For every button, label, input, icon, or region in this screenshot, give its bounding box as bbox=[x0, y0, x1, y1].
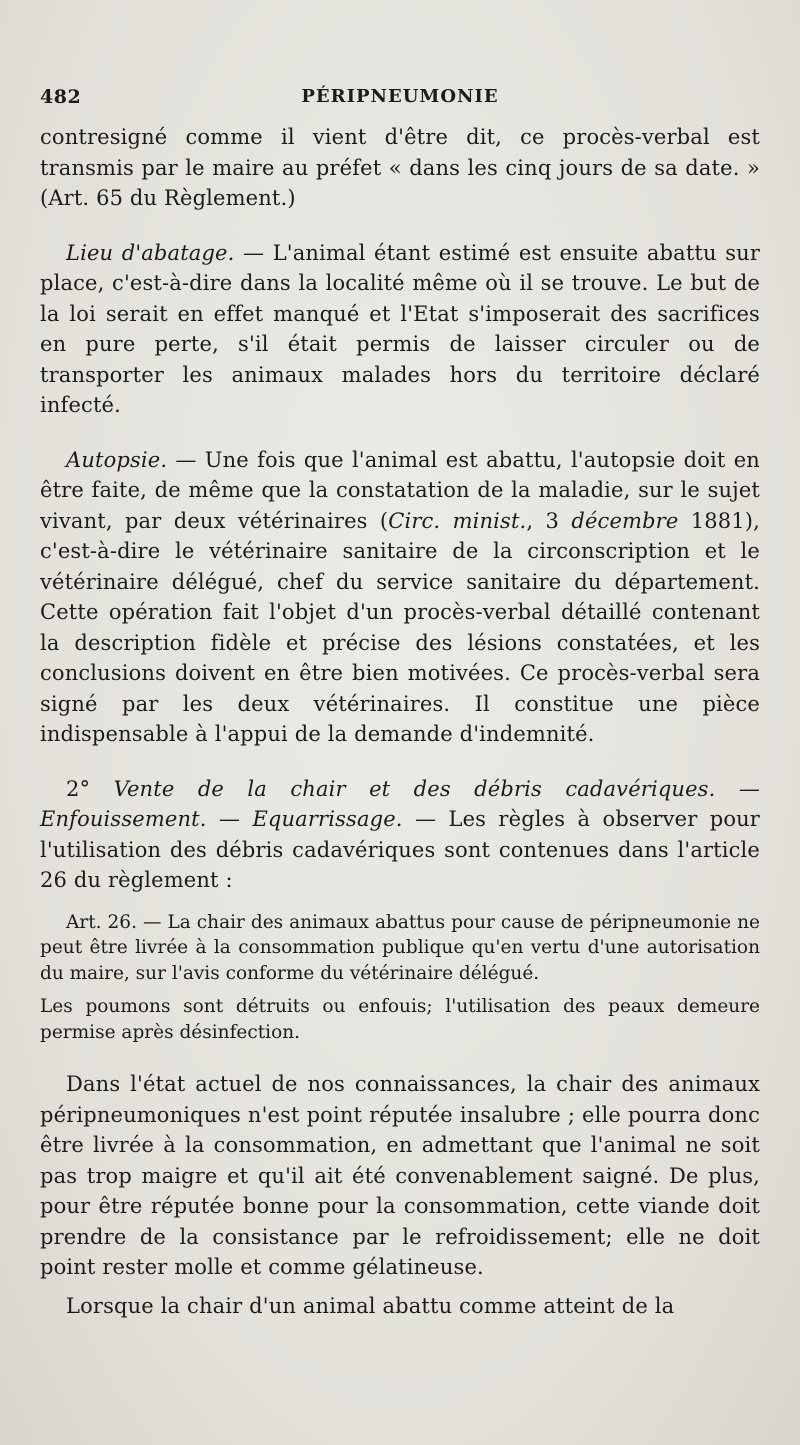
running-head: PÉRIPNEUMONIE bbox=[301, 86, 499, 107]
body-text bbox=[40, 122, 760, 1321]
section-heading-2: Equarrissage. bbox=[252, 807, 403, 831]
paragraph-text: — L'animal étant estimé est ensuite abattu sur place, c'est-à-dire dans la localité même où il se trouve. Le but de la loi serait en effet manqué et l'Etat s'imposerait des sacrifices en pure perte, s'il était permis de laisser circuler ou de transporter les animaux malades hors du territoire déclaré infecté. bbox=[40, 240, 761, 417]
section-heading: Vente de la chair et des débris cadavériques. — Enfouissement. bbox=[40, 776, 760, 831]
article-lead: Art. 26. bbox=[66, 911, 137, 933]
paragraph-text: — Les règles à observer pour l'utilisation des débris cadavériques sont contenues dans l'article 26 du règlement : bbox=[40, 807, 760, 892]
section-heading: Lieu d'abatage. bbox=[66, 240, 235, 265]
article-26-quote bbox=[40, 910, 760, 987]
paragraph-lorsque bbox=[40, 1291, 760, 1322]
paragraph-text: — Une fois que l'animal est abattu, l'autopsie doit en être faite, de même que la constatation de la maladie, sur le sujet vivant, par deux vétérinaires ( bbox=[40, 447, 760, 533]
paragraph-autopsie bbox=[40, 445, 760, 750]
paragraph-text: , 3 bbox=[526, 508, 572, 533]
paragraph-text: Dans l'état actuel de nos connaissances, la chair des animaux péripneumoniques n'est point réputée insalubre ; elle pourra donc être livrée à la consommation, en admettant que l'animal ne soit pas trop maigre et qu'il ait été convenablement saigné. De plus, pour être réputée bonne pour la consommation, cette viande doit prendre de la consistance par le refroidissement; elle ne doit point rester molle et comme gélatineuse. bbox=[40, 1072, 760, 1279]
paragraph-text: 1881), c'est-à-dire le vétérinaire sanitaire de la circonscription et le vétérinaire délégué, chef du service sanitaire du département. Cette opération fait l'objet d'un procès-verbal détaillé contenant la description fidèle et précise des lésions constatées, et les conclusions doivent en être bien motivées. Ce procès-verbal sera signé par les deux vétérinaires. Il constitue une pièce indispensable à l'appui de la demande d'indemnité. bbox=[40, 508, 760, 746]
paragraph-text: contresigné comme il vient d'être dit, ce procès-verbal est transmis par le maire au préfet « dans les cinq jours de sa date. » (Art. 65 du Règlement.) bbox=[40, 125, 760, 210]
page-header bbox=[40, 86, 760, 116]
article-text: — La chair des animaux abattus pour cause de péripneumonie ne peut être livrée à la consommation publique qu'en vertu d'une autorisation du maire, sur l'avis conforme du vétérinaire délégué. bbox=[40, 911, 760, 984]
section-number: 2° bbox=[66, 776, 91, 801]
page-number: 482 bbox=[40, 86, 82, 108]
heading-separator: — bbox=[206, 807, 253, 831]
paragraph-text: Lorsque la chair d'un animal abattu comme atteint de la bbox=[66, 1293, 675, 1318]
article-text-2: Les poumons sont détruits ou enfouis; l'utilisation des peaux demeure permise après désinfection. bbox=[40, 996, 760, 1043]
paragraph-vente-chair bbox=[40, 774, 760, 896]
paragraph-lieu-abatage bbox=[40, 238, 760, 421]
paragraph-etat-actuel bbox=[40, 1069, 760, 1283]
citation: Circ. minist. bbox=[388, 508, 527, 533]
article-26-quote-continued bbox=[40, 994, 760, 1045]
paragraph-continuation bbox=[40, 122, 760, 214]
citation-date: décembre bbox=[571, 508, 679, 533]
section-heading: Autopsie. bbox=[66, 447, 168, 472]
